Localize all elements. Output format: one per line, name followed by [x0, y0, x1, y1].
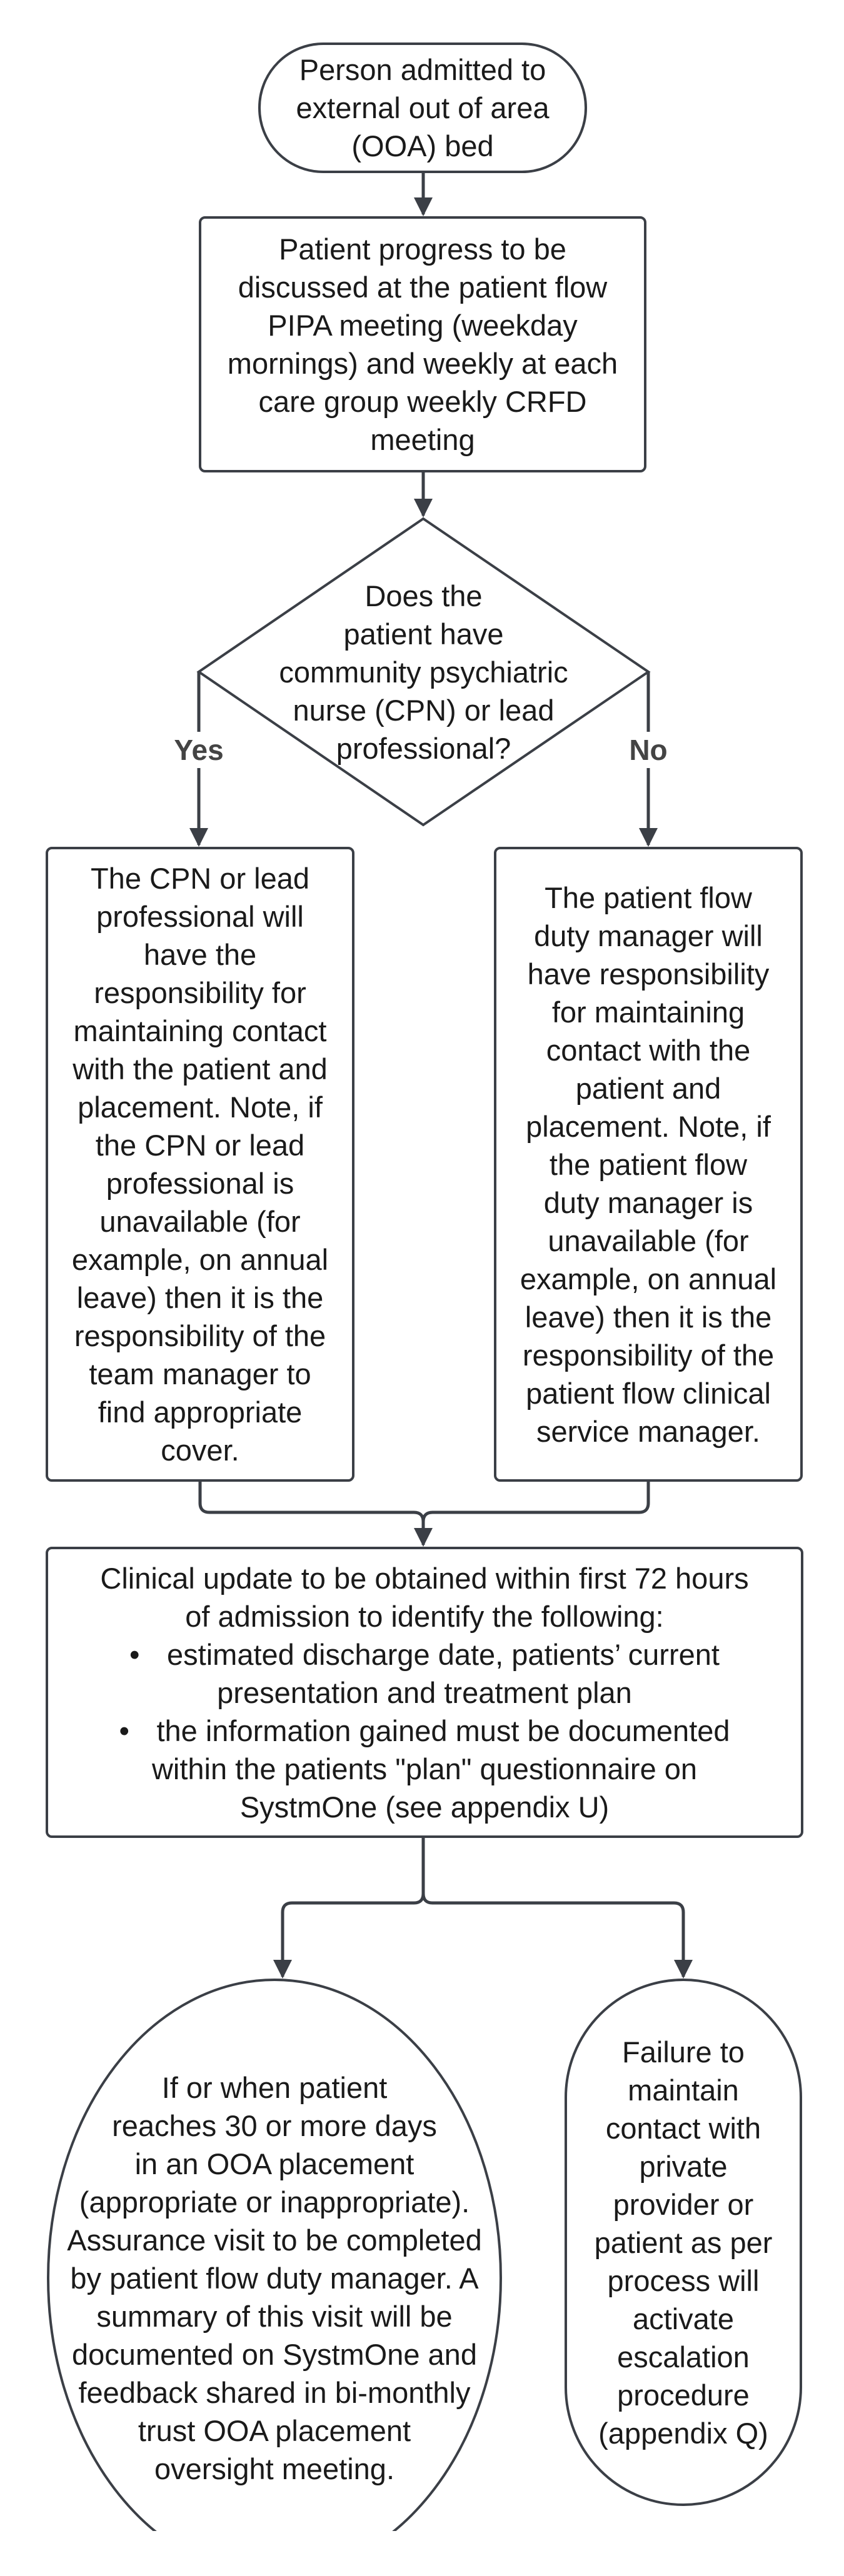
escalation-node-line: contact with [605, 2111, 761, 2145]
assurance-node-line: If or when patient [161, 2070, 388, 2104]
decision-node-line: Does the [364, 579, 483, 612]
escalation-node-line: process will [607, 2264, 760, 2297]
cpn-node-line: The CPN or lead [90, 862, 310, 895]
assurance-node-line: summary of this visit will be [96, 2299, 453, 2333]
flow-manager-node-line: duty manager is [543, 1186, 753, 1219]
clinical-update-intro-line: of admission to identify the following: [185, 1599, 664, 1633]
cpn-node-line: have the [143, 938, 257, 971]
cpn-node-line: with the patient and [73, 1052, 328, 1086]
assurance-node [48, 1980, 501, 2576]
clinical-update-bullet-2-continuation: within the patients "plan" questionnaire on [151, 1752, 698, 1785]
cpn-node-line: responsibility for [94, 976, 306, 1009]
cpn-node-line: placement. Note, if [78, 1091, 323, 1124]
edge-flow-manager-to-merge [423, 1480, 648, 1522]
assurance-node-line: in an OOA placement [134, 2147, 414, 2180]
flow-manager-node-line: contact with the [546, 1033, 751, 1067]
cpn-node-line: professional will [96, 900, 304, 933]
escalation-node-line: escalation [617, 2340, 750, 2374]
cpn-node-line: professional is [106, 1167, 294, 1200]
flow-manager-node-line: patient and [575, 1071, 721, 1105]
escalation-node-line: (appendix Q) [598, 2416, 768, 2450]
progress-node-line: meeting [370, 423, 475, 456]
edge-label-no: No [624, 732, 672, 768]
clinical-update-bullet-2-continuation: SystmOne (see appendix U) [239, 1790, 610, 1824]
assurance-node-line: trust OOA placement [138, 2414, 411, 2447]
progress-node-line: PIPA meeting (weekday [268, 309, 578, 342]
cpn-node-line: example, on annual [71, 1243, 329, 1276]
flow-manager-node-line: The patient flow [545, 881, 752, 914]
cpn-node-line: cover. [161, 1434, 239, 1467]
escalation-node-line: Failure to [622, 2035, 745, 2069]
cpn-node [47, 848, 353, 1480]
decision-node [199, 519, 648, 825]
flow-manager-node-line: patient flow clinical [526, 1376, 771, 1410]
flow-manager-node-line: example, on annual [520, 1262, 777, 1295]
decision-node-line: patient have [343, 617, 504, 651]
start-node [259, 44, 586, 172]
decision-node-line: nurse (CPN) or lead [293, 693, 555, 727]
clinical-update-node [47, 1548, 802, 1837]
clinical-update-intro-line: Clinical update to be obtained within first 72 hours [100, 1561, 749, 1595]
start-node-line: Person admitted to [299, 53, 546, 86]
decision-node-line: professional? [336, 731, 511, 765]
start-node-line: external out of area [296, 91, 550, 124]
clinical-update-bullet-1-continuation: presentation and treatment plan [217, 1675, 632, 1709]
edge-split-to-escalation [423, 1894, 683, 1977]
escalation-node-line: activate [633, 2302, 734, 2335]
assurance-node-line: by patient flow duty manager. A [70, 2261, 479, 2295]
bullet-text: the information gained must be documented [156, 1714, 730, 1747]
flow-manager-node-line: have responsibility [527, 957, 770, 991]
bullet-marker: • [129, 1637, 140, 1671]
assurance-node-line: reaches 30 or more days [112, 2109, 437, 2142]
edge-cpn-to-merge [200, 1480, 423, 1522]
cpn-node-line: unavailable (for [99, 1205, 301, 1238]
start-node-line: (OOA) bed [351, 129, 494, 162]
escalation-node-line: patient as per [594, 2225, 773, 2259]
escalation-node-line: maintain [628, 2073, 739, 2107]
flow-manager-node-line: responsibility of the [522, 1338, 775, 1372]
cpn-node-line: the CPN or lead [95, 1129, 305, 1162]
flow-manager-node-line: the patient flow [549, 1147, 748, 1181]
progress-node-line: discussed at the patient flow [238, 271, 608, 304]
cpn-node-line: leave) then it is the [76, 1281, 324, 1314]
cpn-node-line: find appropriate [98, 1395, 303, 1429]
clinical-update-bullet-2 [119, 1712, 730, 1750]
decision-node-line: community psychiatric [279, 655, 568, 689]
flow-manager-node-line: leave) then it is the [525, 1300, 772, 1334]
escalation-node-line: private [639, 2149, 728, 2183]
assurance-node-line: (appropriate or inappropriate). [79, 2185, 470, 2219]
progress-node-line: care group weekly CRFD [258, 385, 587, 418]
bullet-marker: • [119, 1714, 129, 1747]
escalation-node [566, 1980, 801, 2505]
cpn-node-line: maintaining contact [73, 1014, 327, 1047]
cpn-node-line: responsibility of the [74, 1319, 326, 1352]
flow-manager-node-line: service manager. [536, 1414, 760, 1448]
flow-manager-node-line: unavailable (for [548, 1224, 749, 1257]
escalation-node-line: procedure [617, 2378, 750, 2412]
progress-node [200, 217, 645, 471]
assurance-node-line: Assurance visit to be completed [67, 2223, 482, 2257]
flow-manager-node-line: placement. Note, if [526, 1109, 771, 1143]
edge-label-yes: Yes [169, 732, 228, 768]
progress-node-line: mornings) and weekly at each [227, 347, 618, 380]
flow-manager-node-line: duty manager will [534, 919, 763, 952]
flow-manager-node [495, 848, 801, 1480]
assurance-node-line: oversight meeting. [154, 2452, 395, 2485]
assurance-node-line: documented on SystmOne and [72, 2337, 477, 2371]
edge-split-to-assurance [283, 1894, 423, 1977]
cpn-node-line: team manager to [89, 1357, 311, 1390]
progress-node-line: Patient progress to be [279, 232, 566, 266]
bullet-text: estimated discharge date, patients’ current [167, 1637, 720, 1671]
escalation-node-line: provider or [613, 2187, 754, 2221]
clinical-update-bullet-1 [129, 1635, 720, 1674]
assurance-node-line: feedback shared in bi-monthly [78, 2375, 471, 2409]
flow-manager-node-line: for maintaining [551, 995, 745, 1029]
